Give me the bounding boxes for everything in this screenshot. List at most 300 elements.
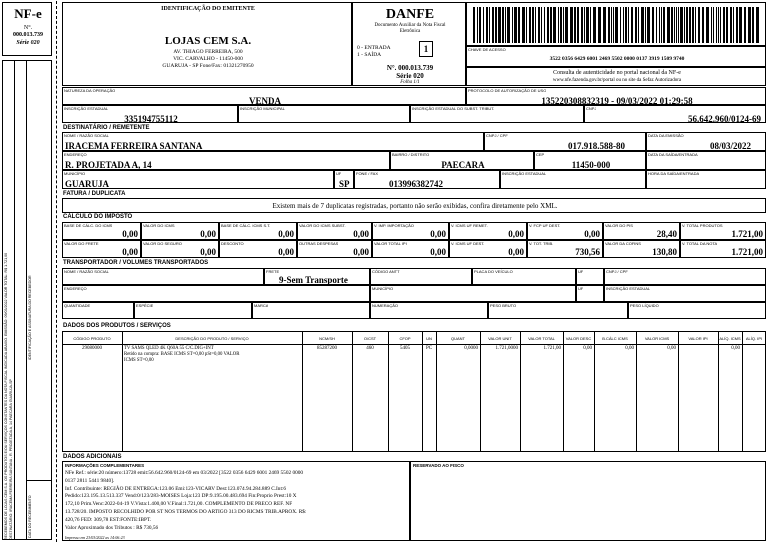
dest-nome-label: NOME / RAZÃO SOCIAL [64, 133, 109, 138]
inf-line: NFe Ref.: série:20 número:13728 emit:56.642.960/0124-69 em 03/2022 [3522 0356 6429 6001 2469 5502 0000 [65, 470, 304, 476]
stub-data-recebimento: DATA DO RECEBIMENTO [28, 495, 32, 538]
barcode-bar [723, 7, 725, 43]
imposto-label: BASE DE CÁLC. ICMS S.T. [221, 223, 271, 228]
stub-header [2, 2, 52, 56]
consulta-box [466, 67, 766, 86]
produtos-header: CÓDIGO PRODUTO [73, 336, 111, 341]
barcode-bar [625, 7, 627, 43]
stub-destinatario: DESTINATÁRIO: IRACEMA FERREIRA SANTANA - R. PROJETADA A, 14 PAECARA GUARUJA-SP [9, 379, 13, 540]
adicionais-title: DADOS ADICIONAIS [63, 454, 122, 460]
fatura-title: FATURA / DUPLICATA [63, 191, 126, 197]
barcode-bar [706, 7, 709, 43]
transp-placa-label: PLACA DO VEÍCULO [474, 269, 513, 274]
natureza-value: VENDA [248, 96, 281, 106]
imposto-cell [449, 240, 527, 258]
danfe-tipo-box: 1 [419, 41, 433, 57]
protocolo-value: 135220308832319 - 09/03/2022 01:29:58 [541, 96, 693, 106]
barcode-bar [558, 7, 559, 43]
ie-box [62, 105, 238, 123]
barcode-bar [590, 7, 591, 43]
produtos-header: VALOR IPI [688, 336, 708, 341]
protocolo-box [466, 87, 766, 105]
imposto-value: 0,00 [278, 247, 294, 257]
barcode-bar [726, 7, 728, 43]
produtos-header: UN [426, 336, 432, 341]
barcode-bar [570, 7, 573, 43]
produtos-header: QUANT [451, 336, 465, 341]
imposto-label: V. ICMS UF DEST. [451, 241, 485, 246]
transp-ie-label: INSCRIÇÃO ESTADUAL [606, 286, 651, 291]
dest-ie-label: INSCRIÇÃO ESTADUAL [502, 171, 547, 176]
reservado-box [410, 461, 766, 541]
produtos-header: CFOP [399, 336, 411, 341]
imposto-value: 1.721,00 [731, 247, 763, 257]
transp-end-box [62, 285, 370, 302]
produtos-header: NCM/SH [319, 336, 335, 341]
dest-mun-box [62, 170, 334, 189]
barcode-bar [584, 7, 585, 43]
imposto-label: V. ICMS UF REMET. [451, 223, 488, 228]
barcode-bar [692, 7, 694, 43]
produtos-cell: 29080000 [82, 346, 102, 351]
barcode-bar [713, 7, 714, 43]
produtos-desc: TV SAMS QLED 4K Q60A 55 C/C.DIG+INT [124, 346, 214, 351]
transp-razao-label: NOME / RAZÃO SOCIAL [64, 269, 109, 274]
dest-mun: GUARUJA [65, 179, 109, 189]
barcode-bar [577, 7, 579, 43]
imposto-cell [62, 240, 141, 258]
imposto-label: V. IMP. IMPORTAÇÃO [374, 223, 414, 228]
inf-line: Inf. Contribuinte: REGIÃO DE ENTREGA:123.06 Emi:123-VICARV Dest:123.074.94.284.889 C.Int:6 [65, 485, 287, 492]
produtos-cell: 1.721,0000 [495, 346, 518, 351]
dest-hora-box [646, 170, 766, 189]
barcode-bar [593, 7, 596, 43]
barcode-image [469, 5, 765, 45]
barcode-bar [502, 7, 504, 43]
imposto-label: V. TOTAL PRODUTOS [682, 223, 723, 228]
transp-uf-label: UF [578, 269, 584, 274]
imposto-cell [680, 240, 766, 258]
barcode-bar [671, 7, 673, 43]
barcode-bar [736, 7, 738, 43]
barcode-bar [638, 7, 639, 43]
imposto-label: V. FCP UF DEST. [529, 223, 561, 228]
reservado-label: RESERVADO AO FISCO [413, 463, 464, 468]
barcode-bar [623, 7, 624, 43]
barcode-bar [535, 7, 536, 43]
barcode-bar [603, 7, 606, 43]
imposto-label: VALOR DO ICMS [143, 223, 175, 228]
produtos-title: DADOS DOS PRODUTOS / SERVIÇOS [63, 323, 171, 329]
produtos-desc: ICMS ST=0,00 [124, 358, 154, 363]
transp-uf2-label: UF [578, 286, 584, 291]
transp-uf-box [576, 268, 604, 285]
imposto-cell [680, 222, 766, 240]
dest-cep: 11450-000 [571, 160, 611, 170]
transp-frete-label: FRETE [266, 269, 280, 274]
inf-box [62, 461, 410, 541]
emitente-header: IDENTIFICAÇÃO DO EMITENTE [161, 6, 255, 12]
imposto-cell [219, 222, 297, 240]
produtos-cell: 0,00 [667, 346, 676, 351]
natureza-label: NATUREZA DA OPERAÇÃO [64, 88, 116, 93]
emitente-box [62, 2, 352, 86]
impresso: Impresso em 23/03/2022 as 14:06:23 [65, 535, 125, 540]
transp-bruto-label: PESO BRUTO [490, 303, 517, 308]
barcode-bar [518, 7, 520, 43]
dest-fone-label: FONE / FAX [356, 171, 379, 176]
dest-saida-box [646, 151, 766, 170]
imposto-value: 0,00 [430, 229, 446, 239]
imposto-cell [372, 222, 449, 240]
barcode-bar [652, 7, 654, 43]
im-box [238, 105, 410, 123]
danfe-title: DANFE [385, 7, 435, 22]
barcode-bar [663, 7, 665, 43]
produtos-cell: 0,00 [583, 346, 592, 351]
im-label: INSCRIÇÃO MUNICIPAL [240, 106, 285, 111]
imposto-cell [141, 222, 219, 240]
transp-especie-label: ESPÉCIE [136, 303, 154, 308]
barcode-bar [720, 7, 721, 43]
imposto-value: 0,00 [200, 229, 216, 239]
produtos-header: B.CÁLC ICMS [602, 336, 628, 341]
imposto-cell [527, 240, 603, 258]
barcode-bar [752, 7, 754, 43]
emitente-line3: GUARUJA - SP Fone/Fax: 01321270950 [162, 63, 254, 69]
cnpj-value: 56.642.960/0124-69 [688, 114, 761, 124]
barcode-bar [541, 7, 542, 43]
barcode-bar [667, 7, 670, 43]
dest-end-label: ENDEREÇO [64, 152, 87, 157]
produtos-cell: 85287200 [317, 346, 337, 351]
barcode-bar [613, 7, 614, 43]
transp-marca-label: MARCA [254, 303, 269, 308]
barcode-bar [477, 7, 478, 43]
barcode-bar [586, 7, 589, 43]
transp-mun-label: MUNICÍPIO [372, 286, 394, 291]
dest-title: DESTINATÁRIO / REMETENTE [63, 125, 150, 131]
produtos-header: VALOR ICMS [644, 336, 670, 341]
barcode-bar [514, 7, 517, 43]
imposto-value: 0,00 [353, 229, 369, 239]
barcode-bar [689, 7, 691, 43]
barcode-bar [631, 7, 633, 43]
barcode-bar [659, 7, 660, 43]
dest-nome-box [62, 132, 484, 151]
stub-recebemos: RECEBEMOS DE LOJAS CEM S.A. OS PRODUTOS E/OU SERVIÇOS CONSTANTES DA NOTA FISCAL INDICADA ABAIXO. EMISSÃO: 09/03/2022 VALOR TOTAL: R$ 1.721,00 [4, 252, 8, 540]
imposto-label: OUTRAS DESPESAS [299, 241, 339, 246]
produtos-cell: 0,0000 [464, 346, 478, 351]
dest-emissao: 08/03/2022 [709, 141, 751, 151]
imposto-cell [297, 240, 372, 258]
barcode-bar [505, 7, 506, 43]
produtos-cell: 5405 [400, 346, 410, 351]
dest-end: R. PROJETADA A, 14 [65, 160, 152, 170]
barcode-bar [711, 7, 712, 43]
dest-saida-label: DATA DA SAÍDA/ENTRADA [648, 152, 698, 157]
imposto-cell [62, 222, 141, 240]
produtos-cell: 0,00 [625, 346, 634, 351]
produtos-header: ALÍQ. ICMS [719, 336, 741, 341]
barcode-bar [674, 7, 675, 43]
dest-cpf: 017.918.588-80 [568, 141, 625, 151]
imposto-value: 0,00 [278, 229, 294, 239]
produtos-desc: Retido na compra: BASE ICMS ST=0,00 pSt=0,00 VALOR [124, 352, 240, 357]
produtos-cell: 0,00 [731, 346, 740, 351]
barcode-bar [733, 7, 734, 43]
barcode-bar [538, 7, 540, 43]
imposto-value: 130,80 [652, 247, 677, 257]
consulta-line1: Consulta de autenticidade no portal nacional da NF-e [553, 70, 681, 76]
imposto-label: VALOR DO FRETE [64, 241, 99, 246]
barcode-bar [550, 7, 552, 43]
imposto-value: 0,00 [584, 229, 600, 239]
inf-line: Valor Aproximado dos Tributos : R$ 730,56 [65, 524, 159, 531]
transp-especie-box [134, 302, 252, 319]
dest-bairro-box [390, 151, 534, 170]
barcode-bar [495, 7, 497, 43]
barcode-bar [756, 7, 759, 43]
cnpj-box [584, 105, 766, 123]
barcode-bar [702, 7, 704, 43]
barcode-bar [560, 7, 562, 43]
barcode-bar [522, 7, 525, 43]
barcode-bar [744, 7, 746, 43]
transp-frete: 9-Sem Transporte [279, 275, 348, 285]
dest-bairro-label: BAIRRO / DISTRITO [392, 152, 430, 157]
imposto-value: 0,00 [122, 247, 138, 257]
transp-cnpj-box [604, 268, 766, 285]
barcode-bar [581, 7, 583, 43]
dest-end-box [62, 151, 390, 170]
dest-ie-box [500, 170, 646, 189]
imposto-label: VALOR TOTAL IPI [374, 241, 407, 246]
iest-box [410, 105, 584, 123]
imposto-value: 0,00 [508, 247, 524, 257]
barcode-box [466, 2, 766, 46]
imposto-cell [527, 222, 603, 240]
barcode-bar [473, 7, 475, 43]
transp-ie-box [604, 285, 766, 302]
protocolo-label: PROTOCOLO DE AUTORIZAÇÃO DE USO [468, 88, 547, 93]
dest-cpf-box [484, 132, 646, 151]
inf-line: 420,76 FED: 309,78 EST:FONTE:IBPT. [65, 516, 152, 523]
transp-antt-box [370, 268, 472, 285]
imposto-cell [372, 240, 449, 258]
transp-qtd-box [62, 302, 134, 319]
imposto-cell [219, 240, 297, 258]
barcode-bar [544, 7, 545, 43]
inf-line: 13.728/20. IMPOSTO RECOLHIDO POR ST NOS TERMOS DO ARTIGO 313 DO RICMS TRIB.APROX. R$: [65, 509, 307, 515]
barcode-bar [641, 7, 644, 43]
barcode-bar [656, 7, 657, 43]
imposto-label: VALOR DA COFINS [605, 241, 641, 246]
barcode-bar [680, 7, 683, 43]
stub-n-label: N°. [23, 25, 33, 31]
transp-numeracao-box [370, 302, 488, 319]
dest-mun-label: MUNICÍPIO [64, 171, 86, 176]
inf-line: 0137 2811 5441 9840]. [65, 477, 115, 484]
transp-bruto-box [488, 302, 628, 319]
dest-nome: IRACEMA FERREIRA SANTANA [65, 141, 203, 151]
transp-antt-label: CÓDIGO ANTT [372, 269, 400, 274]
produtos-header: VALOR UNIT [488, 336, 512, 341]
stub-nfe: NF-e [14, 6, 42, 21]
stub-number: 000.013.739 [13, 32, 43, 38]
barcode-bar [526, 7, 527, 43]
produtos-cell: 460 [366, 346, 374, 351]
transp-placa-box [472, 268, 576, 285]
imposto-value: 0,00 [508, 229, 524, 239]
barcode-bar [698, 7, 700, 43]
natureza-box [62, 87, 466, 105]
dest-uf: SP [339, 179, 350, 189]
fatura-text: Existem mais de 7 duplicatas registradas, portanto não serão exibidas, confira diretamente pelo XML. [272, 202, 558, 210]
danfe-folha: Folha 1/1 [400, 80, 420, 85]
chave-value: 3522 0356 6429 6001 2469 5502 0000 0137 3919 1509 9740 [549, 56, 685, 62]
imposto-label: VALOR DO SEGURO [143, 241, 182, 246]
dest-bairro: PAECARA [441, 160, 485, 170]
barcode-bar [498, 7, 501, 43]
barcode-bar [565, 7, 568, 43]
barcode-bar [492, 7, 494, 43]
barcode-bar [489, 7, 490, 43]
barcode-bar [739, 7, 742, 43]
transp-razao-box [62, 268, 264, 285]
inf-line: 172,10 Prim.Venc:2022-04-19 V.Vista:1.400,00 V.Final:1.721,00. COMPLEMENTO DE PRECO REF. NF [65, 501, 293, 508]
barcode-bar [686, 7, 688, 43]
danfe-saida: 1 - SAÍDA [357, 52, 382, 58]
barcode-bar [661, 7, 662, 43]
dest-hora-label: HORA DA SAÍDA/ENTRADA [648, 171, 700, 176]
emitente-line1: AV. THIAGO FERREIRA, 500 [173, 49, 243, 55]
ie-value: 335194755112 [124, 114, 178, 124]
barcode-bar [553, 7, 556, 43]
imposto-label: VALOR DO ICMS SUBST. [299, 223, 346, 228]
dest-cep-label: CEP [536, 152, 545, 157]
barcode-bar [598, 7, 601, 43]
dest-emissao-box [646, 132, 766, 151]
dest-fone-box [354, 170, 500, 189]
produtos-cell: 1.721,00 [543, 346, 561, 351]
imposto-title: CÁLCULO DO IMPOSTO [63, 214, 133, 220]
danfe-serie: Série 020 [396, 72, 424, 80]
cnpj-label: CNPJ [586, 106, 597, 111]
barcode-bar [645, 7, 646, 43]
barcode-bar [608, 7, 610, 43]
barcode-bar [563, 7, 564, 43]
barcode-bar [483, 7, 484, 43]
danfe-entrada: 0 - ENTRADA [357, 45, 391, 51]
barcode-bar [676, 7, 677, 43]
barcode-bar [529, 7, 531, 43]
transp-qtd-label: QUANTIDADE [64, 303, 91, 308]
danfe-sub2: Eletrônica [399, 29, 421, 34]
iest-label: INSCRIÇÃO ESTADUAL DO SUBST. TRIBUT. [412, 106, 495, 111]
dest-fone: 013996382742 [389, 179, 443, 189]
imposto-cell [603, 222, 680, 240]
stub-serie: Série 020 [16, 40, 40, 46]
imposto-label: DESCONTO [221, 241, 244, 246]
transp-liquido-label: PESO LÍQUIDO [630, 303, 659, 308]
inf-line: Pedido:123.195.13.513.337 Vend:0/123/283-MOISES Loja:123 DP:9.195.00.483.694 Fin:Proprio Prest:10 X [65, 493, 297, 500]
imposto-value: 730,56 [575, 247, 600, 257]
imposto-label: BASE DE CÁLC. DO ICMS [64, 223, 113, 228]
transp-end-label: ENDEREÇO [64, 286, 87, 291]
produtos-header: DESCRIÇÃO DO PRODUTO / SERVIÇO [175, 336, 249, 341]
imposto-cell [297, 222, 372, 240]
barcode-bar [547, 7, 549, 43]
imposto-value: 28,40 [656, 229, 677, 239]
barcode-bar [730, 7, 732, 43]
dest-uf-label: UF [336, 171, 342, 176]
inf-label: INFORMAÇÕES COMPLEMENTARES [65, 463, 145, 468]
imposto-label: VALOR DO PIS [605, 223, 633, 228]
barcode-bar [479, 7, 481, 43]
imposto-value: 1.721,00 [731, 229, 763, 239]
imposto-label: V. TOTAL DA NOTA [682, 241, 718, 246]
consulta-line2: www.nfe.fazenda.gov.br/portal ou no site da Sefaz Autorizadora [552, 78, 682, 83]
produtos-header: VALOR TOTAL [528, 336, 555, 341]
barcode-bar [611, 7, 612, 43]
barcode-bar [716, 7, 717, 43]
transp-liquido-box [628, 302, 766, 319]
dest-cpf-label: CNPJ / CPF [486, 133, 508, 138]
imposto-value: 0,00 [353, 247, 369, 257]
barcode-bar [647, 7, 650, 43]
transp-mun-box [370, 285, 576, 302]
transp-cnpj-label: CNPJ / CPF [606, 269, 628, 274]
imposto-label: V. TOT. TRIB. [529, 241, 554, 246]
barcode-bar [532, 7, 534, 43]
imposto-value: 0,00 [122, 229, 138, 239]
barcode-bar [512, 7, 513, 43]
imposto-cell [449, 222, 527, 240]
fatura-box [62, 198, 766, 213]
barcode-bar [615, 7, 618, 43]
dest-emissao-label: DATA DA EMISSÃO [648, 133, 684, 138]
barcode-bar [635, 7, 637, 43]
dest-uf-box [334, 170, 354, 189]
transp-frete-box [264, 268, 370, 285]
produtos-header: ALÍQ. IPI [745, 336, 763, 341]
barcode-bar [628, 7, 629, 43]
transp-numeracao-label: NUMERAÇÃO [372, 303, 399, 308]
barcode-bar [718, 7, 719, 43]
danfe-box [352, 2, 466, 86]
emitente-name: LOJAS CEM S.A. [164, 35, 252, 47]
dest-cep-box [534, 151, 646, 170]
imposto-cell [603, 240, 680, 258]
transp-uf2-box [576, 285, 604, 302]
danfe-numero: N°. 000.013.739 [386, 64, 434, 72]
imposto-value: 0,00 [200, 247, 216, 257]
transp-title: TRANSPORTADOR / VOLUMES TRANSPORTADOS [63, 260, 209, 266]
imposto-value: 0,00 [430, 247, 446, 257]
barcode-bar [748, 7, 751, 43]
ie-label: INSCRIÇÃO ESTADUAL [64, 106, 109, 111]
stub-identificacao: IDENTIFICAÇÃO E ASSINATURA DO RECEBEDOR [28, 275, 32, 360]
imposto-cell [141, 240, 219, 258]
produtos-header: VALOR DESC [565, 336, 592, 341]
barcode-bar [620, 7, 621, 43]
transp-marca-box [252, 302, 370, 319]
chave-label: CHAVE DE ACESSO [468, 47, 506, 52]
barcode-bar [678, 7, 679, 43]
chave-box [466, 46, 766, 67]
produtos-cell: PC [425, 346, 433, 351]
